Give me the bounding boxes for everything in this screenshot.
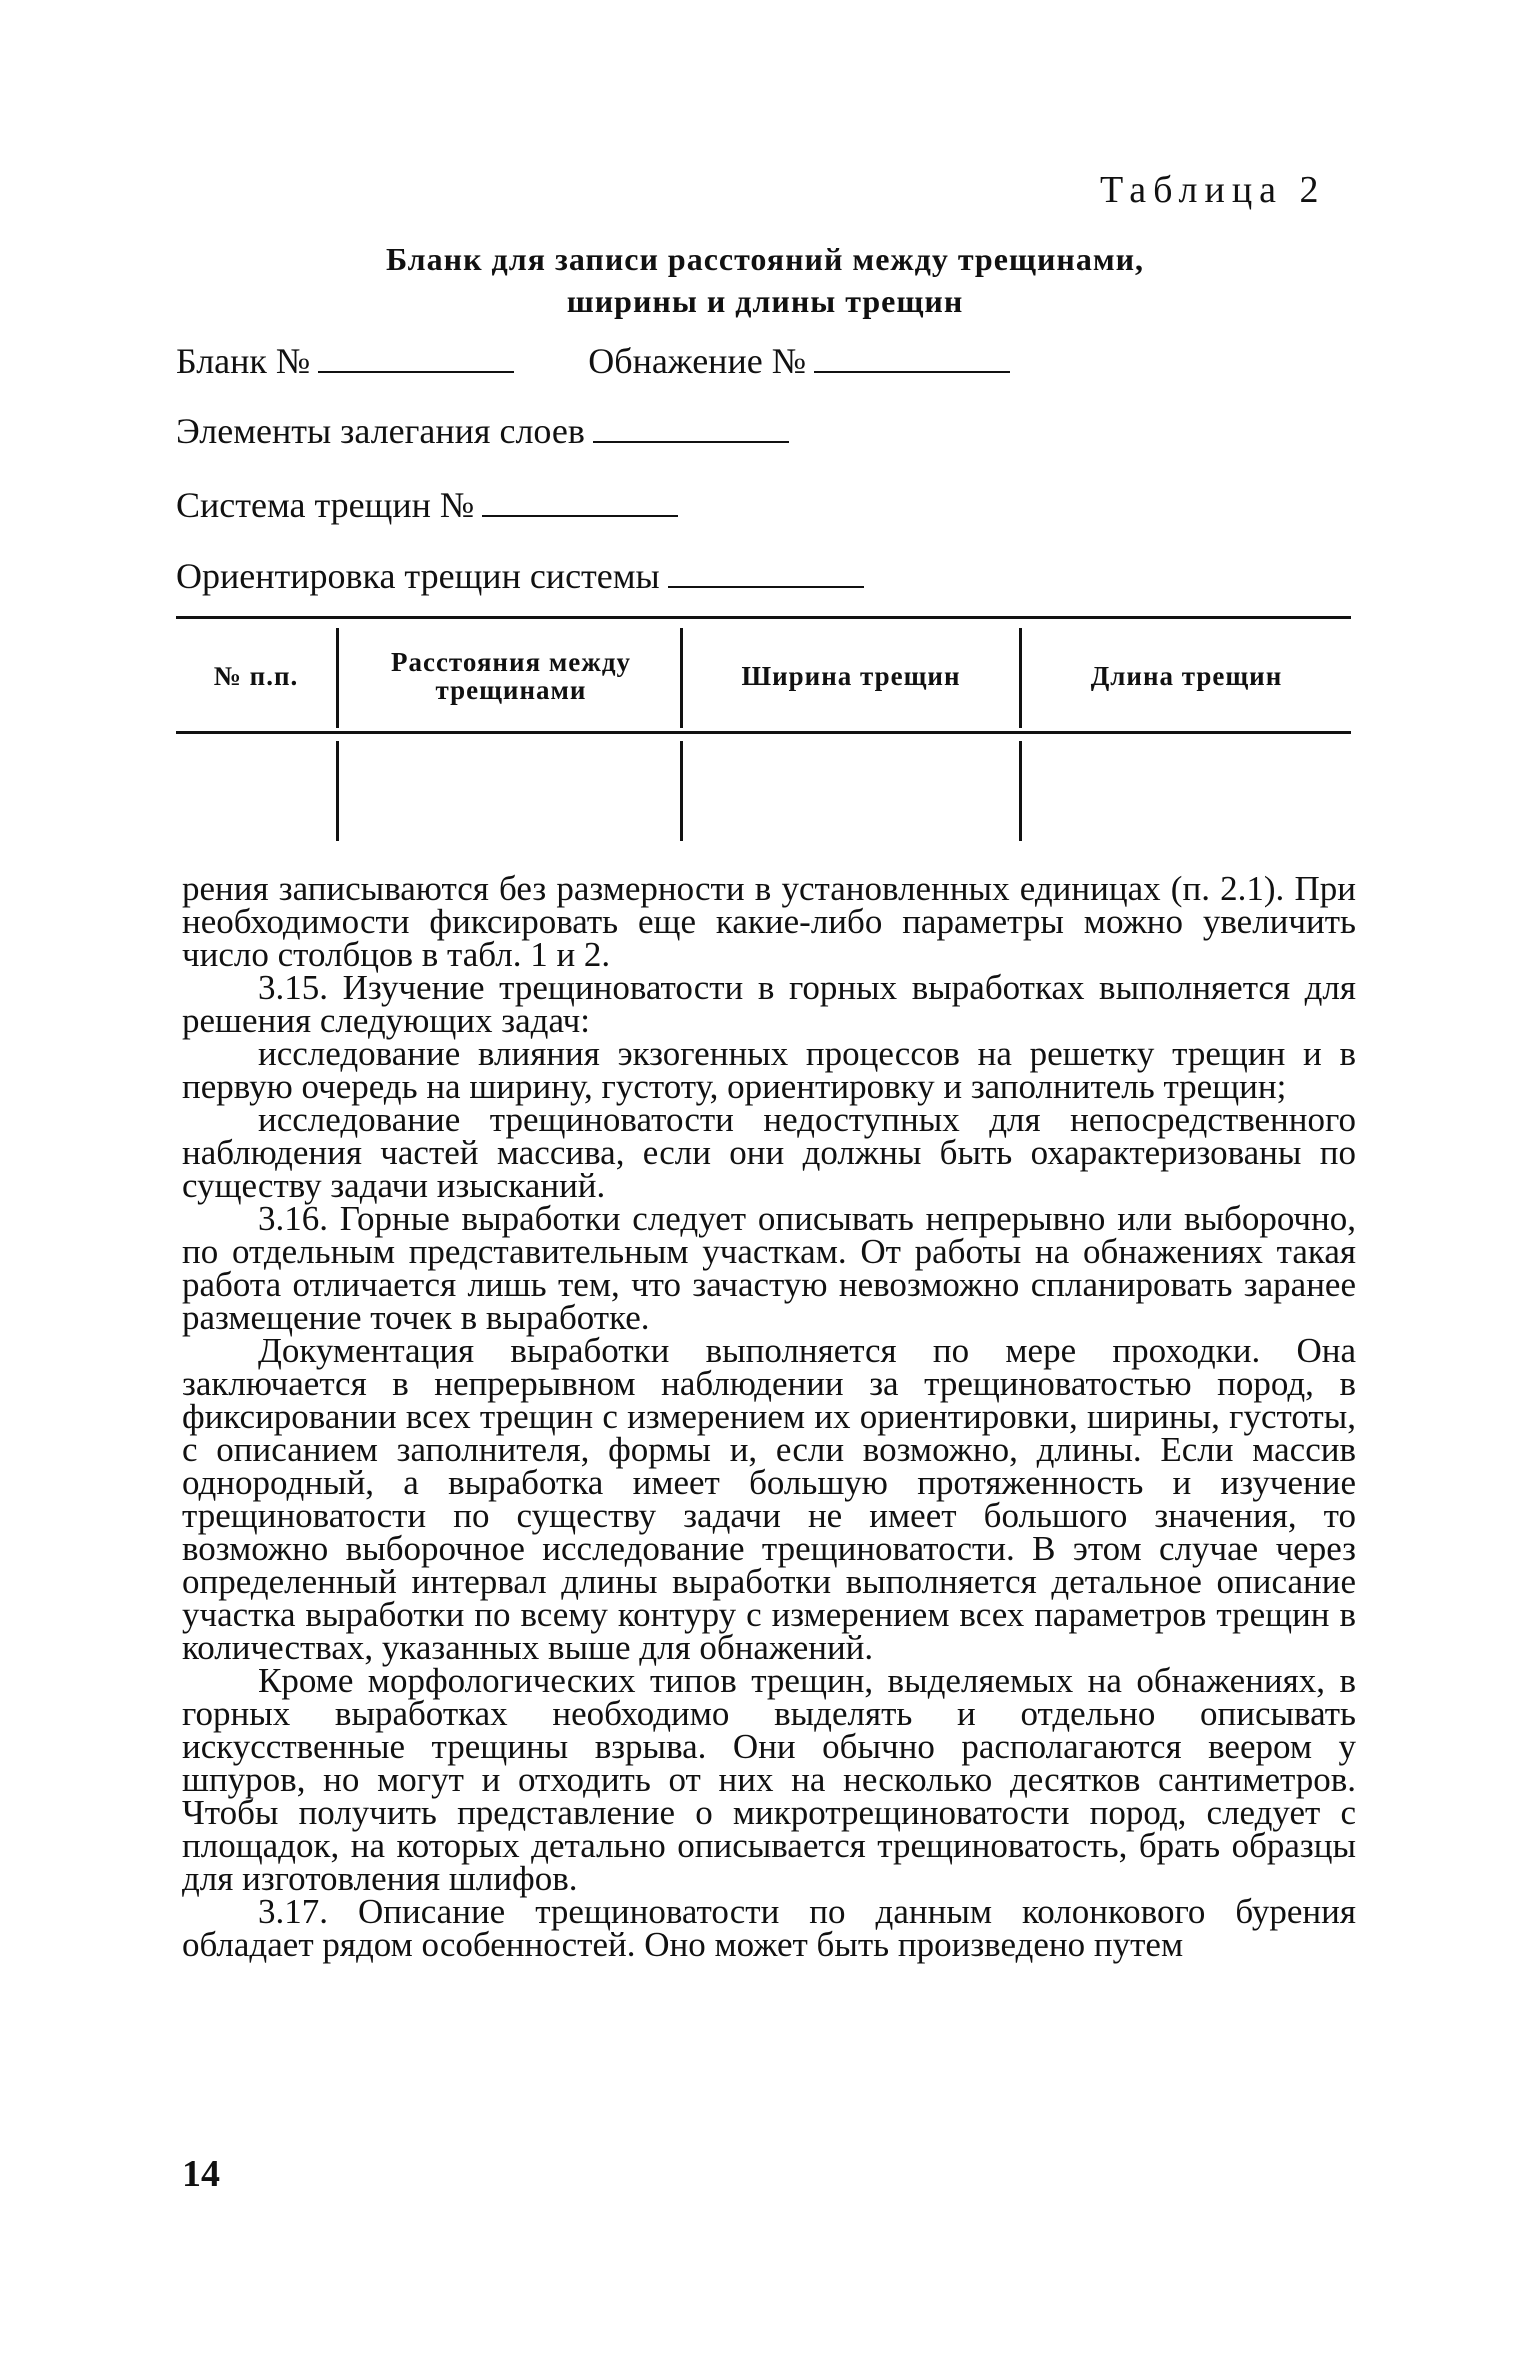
table-divider-body-3	[1019, 741, 1022, 841]
bedding-elements-line	[593, 411, 789, 443]
paragraph: Кроме морфологических типов трещин, выделяемых на обнажениях, в горных выработках необходимо выделять и отдельно описывать искусственные трещины взрыва. Они обычно располагаются веером у шпуров, но могут и отходить от них на несколько десятков сантиметров. Чтобы получить представление о микротрещиноватости пород, следует с площадок, на которых детально описывается трещиноватость, брать образцы для изготовления шлифов.	[182, 1661, 1356, 1898]
table-header-spacing: Расстояния между трещинами	[390, 647, 632, 705]
field-row-orientation	[176, 555, 864, 597]
table-divider-header-1	[336, 628, 339, 728]
paragraph: рения записываются без размерности в установленных единицах (п. 2.1). При необходимости фиксировать еще какие-либо параметры можно увеличить число столбцов в табл. 1 и 2.	[182, 869, 1356, 974]
blank-no-label: Бланк №	[176, 341, 311, 381]
system-orientation-label: Ориентировка трещин системы	[176, 556, 660, 596]
table-label: Таблица 2	[1100, 169, 1326, 211]
table-header-rule	[176, 731, 1351, 734]
bedding-elements-label: Элементы залегания слоев	[176, 411, 585, 451]
paragraph: исследование трещиноватости недоступных для непосредственного наблюдения частей массива, если они должны быть охарактеризованы по существу задачи изысканий.	[182, 1100, 1356, 1205]
table-top-rule	[176, 616, 1351, 619]
body-text	[182, 869, 1356, 1964]
blank-no-line	[318, 341, 514, 373]
system-orientation-line	[668, 556, 864, 588]
table-header-length: Длина трещин	[1090, 661, 1283, 691]
form-title-line-2: ширины и длины трещин	[566, 283, 964, 319]
field-row-bedding	[176, 410, 789, 452]
field-row-blank-outcrop	[176, 340, 1010, 382]
table-header-width: Ширина трещин	[741, 661, 961, 691]
table-divider-body-2	[680, 741, 683, 841]
form-title	[180, 238, 1350, 322]
fracture-record-table	[176, 616, 1351, 844]
fracture-system-line	[482, 485, 678, 517]
paragraph: 3.15. Изучение трещиноватости в горных выработках выполняется для решения следующих задач:	[182, 968, 1356, 1040]
paragraph: 3.17. Описание трещиноватости по данным колонкового бурения обладает рядом особенностей. Оно может быть произведено путем	[182, 1892, 1356, 1964]
paragraph: Документация выработки выполняется по мере проходки. Она заключается в непрерывном наблюдении за трещиноватостью пород, в фиксировании всех трещин с измерением их ориентировки, ширины, густоты, с описанием заполнителя, формы и, если возможно, длины. Если массив однородный, а выработка имеет большую протяженность и изучение трещиноватости по существу задачи не имеет большого значения, то возможно выборочное исследование трещиноватости. В этом случае через определенный интервал длины выработки выполняется детальное описание участка выработки по всему контуру с измерением всех параметров трещин в количествах, указанных выше для обнажений.	[182, 1331, 1356, 1667]
form-title-line-1: Бланк для записи расстояний между трещинами,	[385, 241, 1145, 277]
paragraph: 3.16. Горные выработки следует описывать непрерывно или выборочно, по отдельным представительным участкам. От работы на обнажениях такая работа отличается лишь тем, что зачастую невозможно спланировать заранее размещение точек в выработке.	[182, 1199, 1356, 1337]
outcrop-no-label: Обнажение №	[588, 341, 807, 381]
paragraph: исследование влияния экзогенных процессов на решетку трещин и в первую очередь на ширину, густоту, ориентировку и заполнитель трещин;	[182, 1034, 1356, 1106]
page-number: 14	[182, 2153, 220, 2195]
table-header-number: № п.п.	[213, 661, 299, 691]
table-divider-body-1	[336, 741, 339, 841]
field-row-system	[176, 484, 678, 526]
fracture-system-label: Система трещин №	[176, 485, 475, 525]
outcrop-no-line	[814, 341, 1010, 373]
